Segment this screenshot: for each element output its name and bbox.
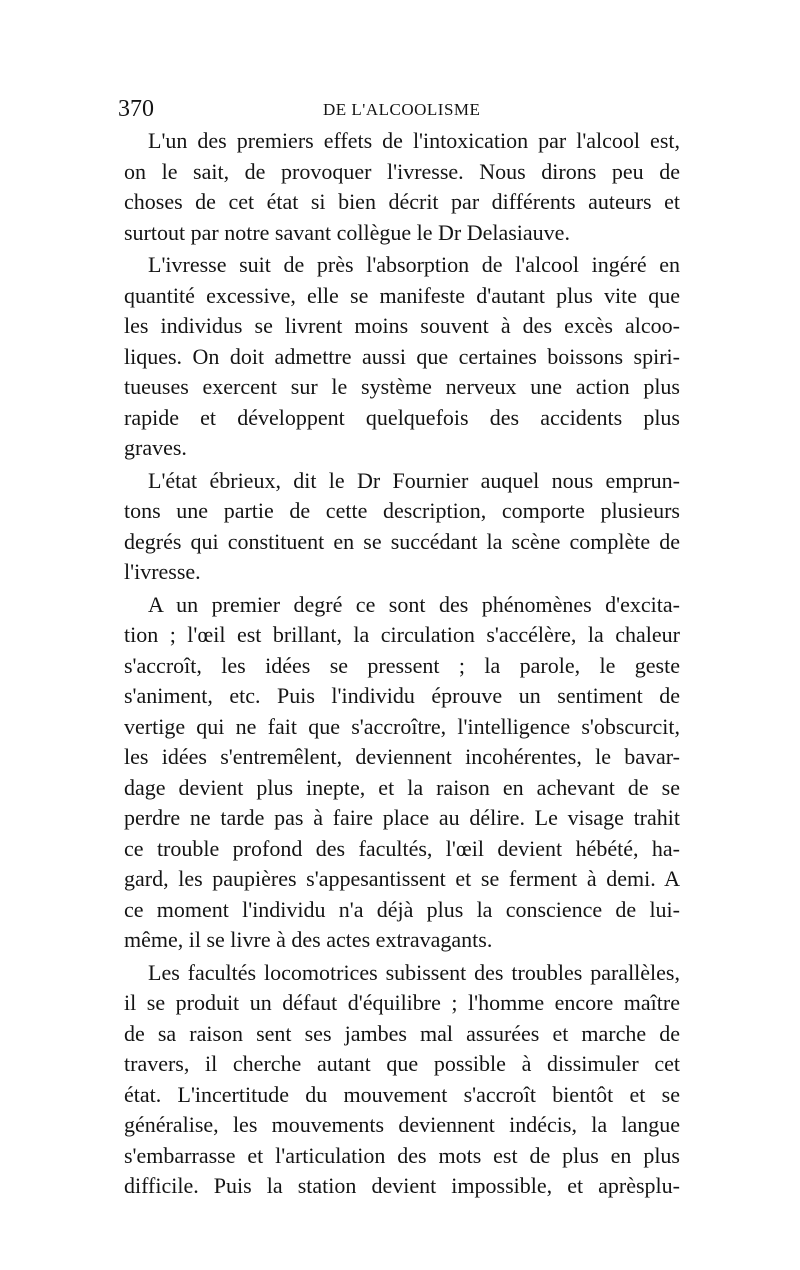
text-line: choses de cet état si bien décrit par différents auteurs et <box>124 189 680 214</box>
text-line: difficile. Puis la station devient impossible, et aprèsplu- <box>124 1173 680 1198</box>
paragraph <box>124 126 680 248</box>
text-line: vertige qui ne fait que s'accroître, l'intelligence s'obscurcit, <box>124 713 680 739</box>
text-line: L'un des premiers effets de l'intoxication par l'alcool est, <box>148 128 680 153</box>
text-line: rapide et développent quelquefois des accidents plus <box>124 404 680 430</box>
text-line: généralise, les mouvements deviennent indécis, la langue <box>124 1112 680 1137</box>
text-line: Les facultés locomotrices subissent des troubles parallèles, <box>148 959 680 985</box>
text-line: s'animent, etc. Puis l'individu éprouve un sentiment de <box>124 683 680 708</box>
text-line: on le sait, de provoquer l'ivresse. Nous dirons peu de <box>124 158 680 184</box>
paragraph <box>124 590 680 956</box>
text-line: les idées s'entremêlent, deviennent incohérentes, le bavar- <box>124 744 680 769</box>
text-line: les individus se livrent moins souvent à des excès alcoo- <box>124 313 680 338</box>
text-line: quantité excessive, elle se manifeste d'autant plus vite que <box>124 282 680 308</box>
page-number: 370 <box>118 96 154 122</box>
text-line: tueuses exercent sur le système nerveux une action plus <box>124 374 680 399</box>
paragraph <box>124 466 680 588</box>
text-line: perdre ne tarde pas à faire place au délire. Le visage trahit <box>124 805 680 830</box>
text-line: ce moment l'individu n'a déjà plus la conscience de lui- <box>124 896 680 922</box>
text-line: tons une partie de cette description, comporte plusieurs <box>124 498 680 523</box>
text-line: surtout par notre savant collègue le Dr Delasiauve. <box>124 219 570 245</box>
text-line: l'ivresse. <box>124 559 201 584</box>
text-line: il se produit un défaut d'équilibre ; l'homme encore maître <box>124 990 680 1015</box>
text-line: degrés qui constituent en se succédant la scène complète de <box>124 528 680 554</box>
text-line: de sa raison sent ses jambes mal assurées et marche de <box>124 1020 680 1046</box>
text-line: s'embarrasse et l'articulation des mots est de plus en plus <box>124 1142 680 1168</box>
body-text <box>124 126 680 1202</box>
paragraph <box>124 958 680 1202</box>
text-line: graves. <box>124 435 187 460</box>
text-line: tion ; l'œil est brillant, la circulation s'accélère, la chaleur <box>124 622 680 647</box>
page-header <box>118 94 678 124</box>
text-line: ce trouble profond des facultés, l'œil devient hébété, ha- <box>124 835 680 861</box>
text-line: s'accroît, les idées se pressent ; la parole, le geste <box>124 652 680 678</box>
text-line: même, il se livre à des actes extravagants. <box>124 927 493 952</box>
text-line: gard, les paupières s'appesantissent et se ferment à demi. A <box>124 866 680 891</box>
text-line: dage devient plus inepte, et la raison en achevant de se <box>124 774 680 800</box>
text-line: A un premier degré ce sont des phénomènes d'excita- <box>148 591 680 617</box>
text-line: liques. On doit admettre aussi que certaines boissons spiri- <box>124 343 680 369</box>
text-line: L'état ébrieux, dit le Dr Fournier auquel nous emprun- <box>148 467 680 493</box>
text-line: travers, il cherche autant que possible à dissimuler cet <box>124 1051 680 1076</box>
paragraph <box>124 250 680 464</box>
text-line: état. L'incertitude du mouvement s'accroît bientôt et se <box>124 1081 680 1107</box>
running-head: DE L'ALCOOLISME <box>323 100 481 119</box>
text-line: L'ivresse suit de près l'absorption de l'alcool ingéré en <box>148 252 680 277</box>
